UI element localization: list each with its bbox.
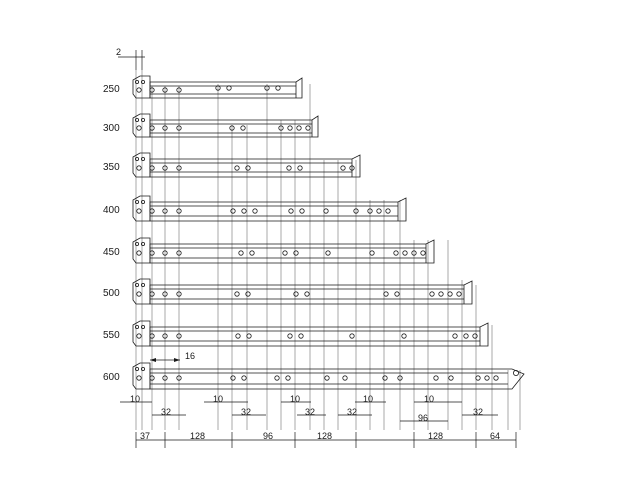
- row-label-300: 300: [103, 123, 120, 134]
- slide-row-500: [133, 279, 472, 304]
- slide-row-600: [133, 363, 524, 389]
- label-top-2: 2: [116, 47, 122, 57]
- label-16: 16: [185, 351, 196, 361]
- slide-row-550: [133, 321, 488, 346]
- slide-row-350: [133, 153, 360, 177]
- dim-a-5: 10: [424, 394, 435, 404]
- row-label-350: 350: [103, 162, 120, 173]
- dim-main-4: 128: [317, 431, 333, 441]
- slide-row-400: [133, 196, 406, 221]
- row-label-500: 500: [103, 288, 120, 299]
- row-label-450: 450: [103, 247, 120, 258]
- dim-b-4: 32: [347, 407, 358, 417]
- slide-row-300: [133, 114, 318, 137]
- dim-a-3: 10: [290, 394, 301, 404]
- top-dimension-2: [116, 47, 145, 70]
- row-label-550: 550: [103, 330, 120, 341]
- row-label-600: 600: [103, 372, 120, 383]
- slide-row-450: [133, 238, 434, 263]
- dim-c-1: 96: [418, 413, 429, 423]
- row-label-400: 400: [103, 205, 120, 216]
- dim-main-5: 128: [428, 431, 444, 441]
- dim-a-1: 10: [130, 394, 141, 404]
- dim-b-3: 32: [305, 407, 316, 417]
- slide-row-250: [133, 76, 302, 98]
- dim-b-5: 32: [473, 407, 484, 417]
- dim-main-3: 96: [263, 431, 274, 441]
- dim-b-2: 32: [241, 407, 252, 417]
- dim-main-6: 64: [490, 431, 501, 441]
- dim-a-2: 10: [213, 394, 224, 404]
- dim-main-1: 37: [140, 431, 151, 441]
- dim-main-2: 128: [190, 431, 206, 441]
- dim-a-4: 10: [363, 394, 374, 404]
- row-label-250: 250: [103, 84, 120, 95]
- dim-b-1: 32: [161, 407, 172, 417]
